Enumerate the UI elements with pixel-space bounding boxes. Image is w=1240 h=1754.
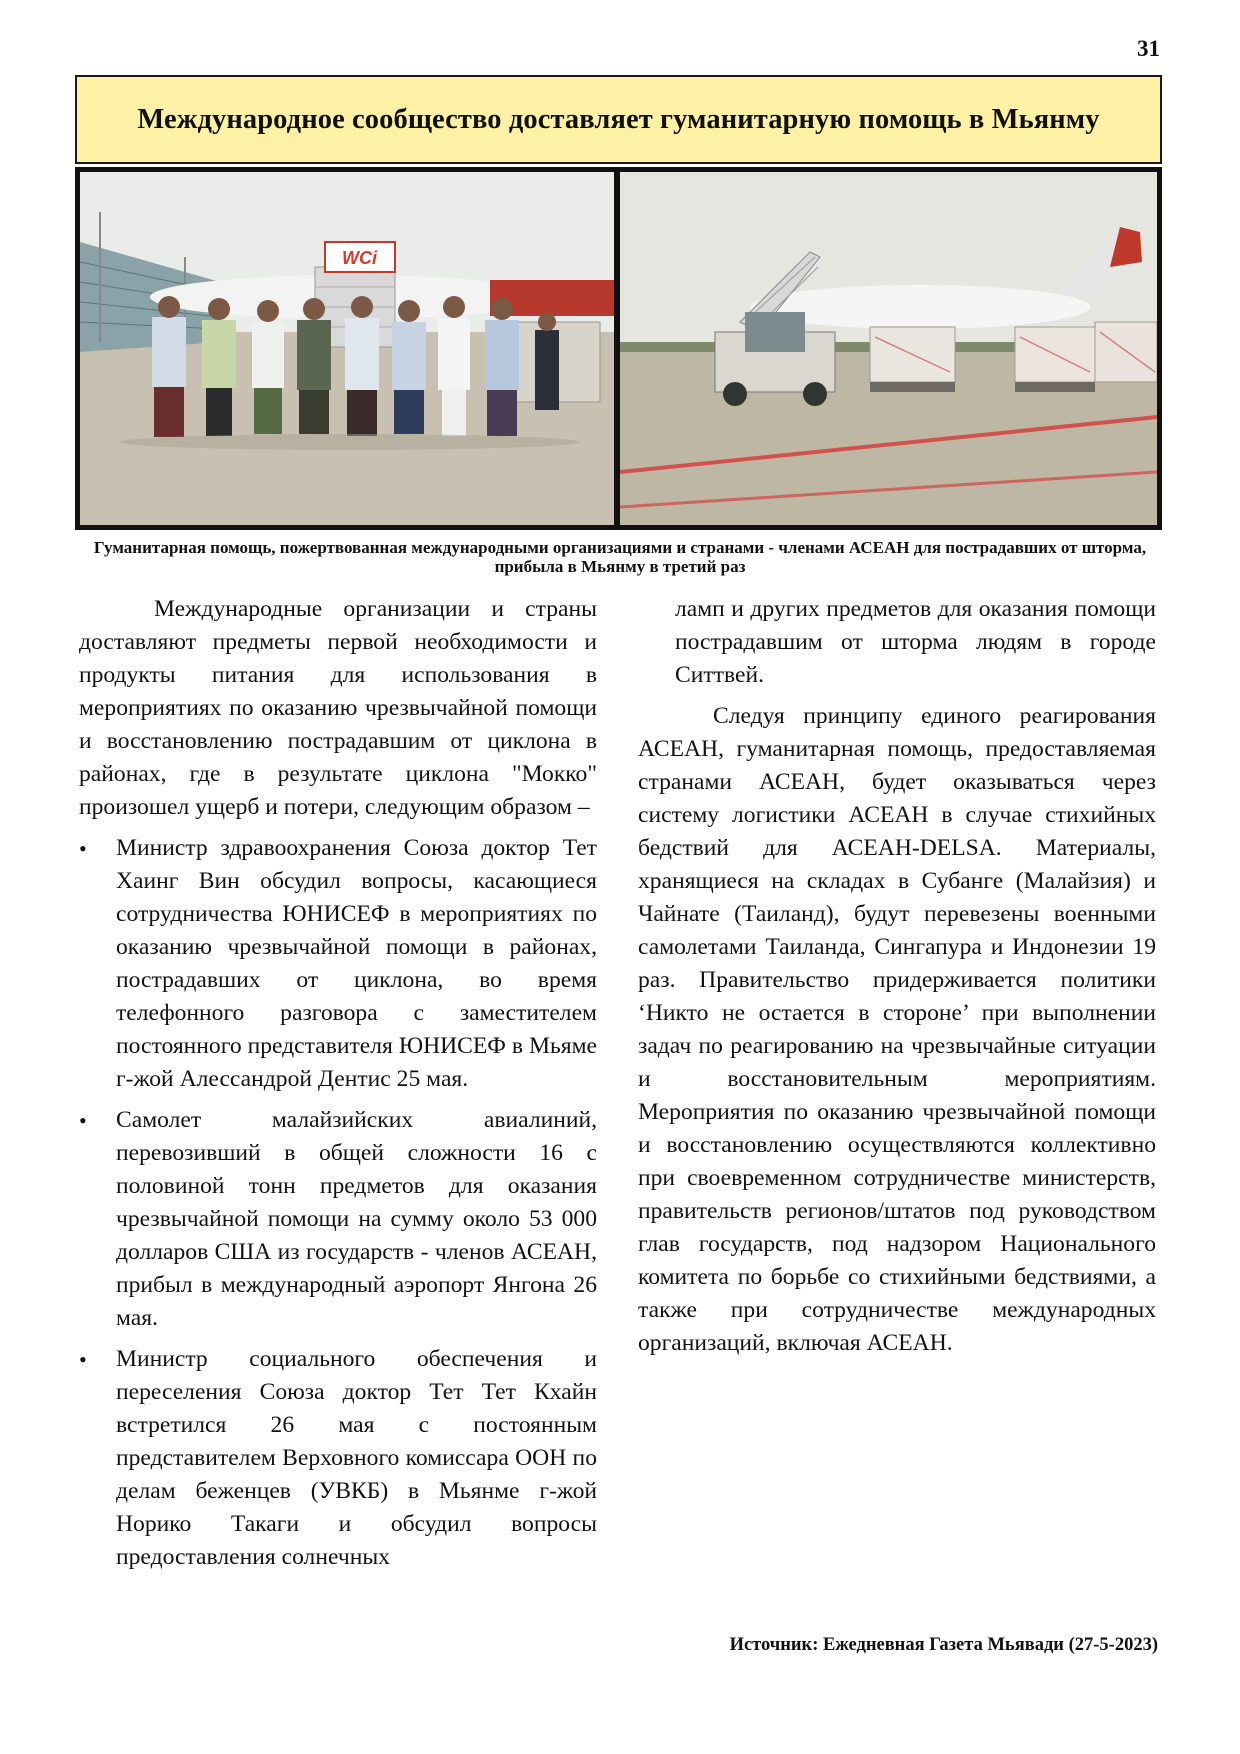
bullet-list [79, 832, 597, 1574]
intro-paragraph: Международные организации и страны доставляют предметы первой необходимости и продукты питания для использования в мероприятиях по оказанию чрезвычайной помощи и восстановлению пострадавшим от циклона в районах, где в результате циклона "Мокко" произошел ущерб и потери, следующим образом – [79, 596, 597, 820]
page-title: Международное сообщество доставляет гуманитарную помощь в Мьянму [137, 103, 1100, 135]
photo-cargo-unloading [620, 172, 1157, 525]
photo-strip [75, 167, 1162, 530]
photo-caption: Гуманитарная помощь, пожертвованная международными организациями и странами - членами АСЕАН для пострадавших от шторма, прибыла в Мьянму в третий раз [93, 538, 1147, 576]
bullet-continuation: ламп и других предметов для оказания помощи пострадавшим от шторма людям в городе Ситтвей. [675, 596, 1156, 688]
bullet-icon: • [79, 1347, 87, 1372]
bullet-text: Министр здравоохранения Союза доктор Тет Хаинг Вин обсудил вопросы, касающиеся сотрудничества ЮНИСЕФ в мероприятиях по оказанию чрезвычайной помощи в районах, пострадавших от циклона, во время телефонного разговора с заместителем постоянного представителя ЮНИСЕФ в Мьяме г-жой Алессандрой Дентис 25 мая. [116, 835, 597, 1092]
right-column [638, 593, 1156, 1360]
list-item [79, 1343, 597, 1574]
source-credit: Источник: Ежедневная Газета Мьявади (27-5-2023) [729, 1635, 1158, 1655]
title-banner [75, 75, 1162, 164]
bullet-text: Самолет малайзийских авиалиний, перевозивший в общей сложности 16 с половиной тонн предметов для оказания чрезвычайной помощи на сумму около 53 000 долларов США из государств - членов АСЕАН, прибыл в международный аэропорт Янгона 26 мая. [116, 1107, 597, 1331]
cargo-airline-logo: WCi [342, 248, 377, 268]
list-item [79, 1104, 597, 1335]
photo-officials-at-airport [80, 172, 614, 525]
bullet-icon: • [79, 1108, 87, 1133]
bullet-icon: • [79, 836, 87, 861]
body-paragraph: Следуя принципу единого реагирования АСЕАН, гуманитарная помощь, предоставляемая странами АСЕАН, будет оказываться через систему логистики АСЕАН в случае стихийных бедствий для АСЕАН-DELSA. Материалы, хранящиеся на складах в Субанге (Малайзия) и Чайнате (Таиланд), будут перевезены военными самолетами Таиланда, Сингапура и Индонезии 19 раз. Правительство придерживается политики ‘Никто не остается в стороне’ при выполнении задач по реагированию на чрезвычайные ситуации и восстановительным мероприятиям. Мероприятия по оказанию чрезвычайной помощи и восстановлению осуществляются коллективно при своевременном сотрудничестве министерств, правительств регионов/штатов под руководством глав государств, под надзором Национального комитета по борьбе со стихийными бедствиями, а также при сотрудничестве международных организаций, включая АСЕАН. [638, 703, 1156, 1356]
page-number: 31 [1137, 36, 1160, 61]
left-column [79, 593, 597, 1582]
bullet-text: Министр социального обеспечения и переселения Союза доктор Тет Тет Кхайн встретился 26 мая с постоянным представителем Верховного комиссара ООН по делам беженцев (УВКБ) в Мьянме г-жой Норико Такаги и обсудил вопросы предоставления солнечных [116, 1346, 597, 1570]
list-item [79, 832, 597, 1096]
